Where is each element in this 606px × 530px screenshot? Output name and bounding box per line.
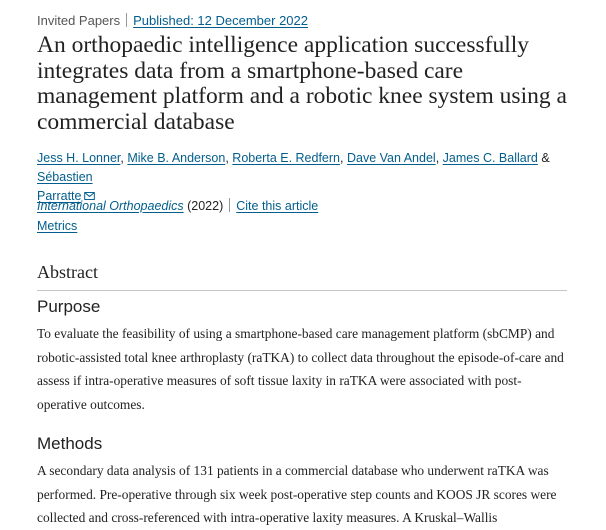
author-link[interactable]: Roberta E. Redfern <box>232 151 340 165</box>
meta-divider <box>126 13 127 27</box>
metrics-link[interactable]: Metrics <box>37 219 78 233</box>
author-link[interactable]: Mike B. Anderson <box>127 151 226 165</box>
published-date-link[interactable]: Published: 12 December 2022 <box>133 13 308 28</box>
purpose-paragraph: To evaluate the feasibility of using a smartphone-based care management platform (sbCMP) and robotic-assisted total knee arthroplasty (raTKA) to collect data throughout the episode-of-care and assess if intra-operative measures of soft tissue laxity in raTKA were associated with post-operative outcomes. <box>37 326 564 412</box>
journal-year: (2022) <box>187 199 224 213</box>
abstract-heading: Abstract <box>37 262 98 282</box>
article-title: An orthopaedic intelligence application successfully integrates data from a smartphone-based care management platform and a robotic knee system using a commercial database <box>37 32 567 135</box>
author-link[interactable]: Jess H. Lonner <box>37 151 121 165</box>
journal-link[interactable]: International Orthopaedics <box>37 199 184 213</box>
article-type: Invited Papers <box>37 13 121 28</box>
author-ampersand: & <box>541 151 550 165</box>
journal-info <box>37 198 318 213</box>
metrics-row <box>37 219 77 233</box>
abstract-divider <box>37 290 567 291</box>
author-link[interactable]: Dave Van Andel <box>346 151 436 165</box>
methods-heading: Methods <box>37 434 103 453</box>
author-link[interactable]: James C. Ballard <box>442 151 538 165</box>
author-list: Jess H. Lonner, Mike B. Anderson, Roberta E. Redfern, Dave Van Andel, James C. Ballard & Sébastien Parratte <box>37 151 550 203</box>
author-link-corresponding[interactable]: Sébastien Parratte <box>37 170 93 203</box>
purpose-heading: Purpose <box>37 297 101 316</box>
article-meta <box>37 13 308 28</box>
cite-article-link[interactable]: Cite this article <box>236 199 319 213</box>
methods-paragraph: A secondary data analysis of 131 patients in a commercial database who underwent raTKA was performed. Pre-operative through six week post-operative step counts and KOOS JR scores were collected and cross-referenced with intra-operative laxity measures. A Kruskal–Wallis <box>37 463 557 525</box>
journal-divider <box>229 198 230 212</box>
